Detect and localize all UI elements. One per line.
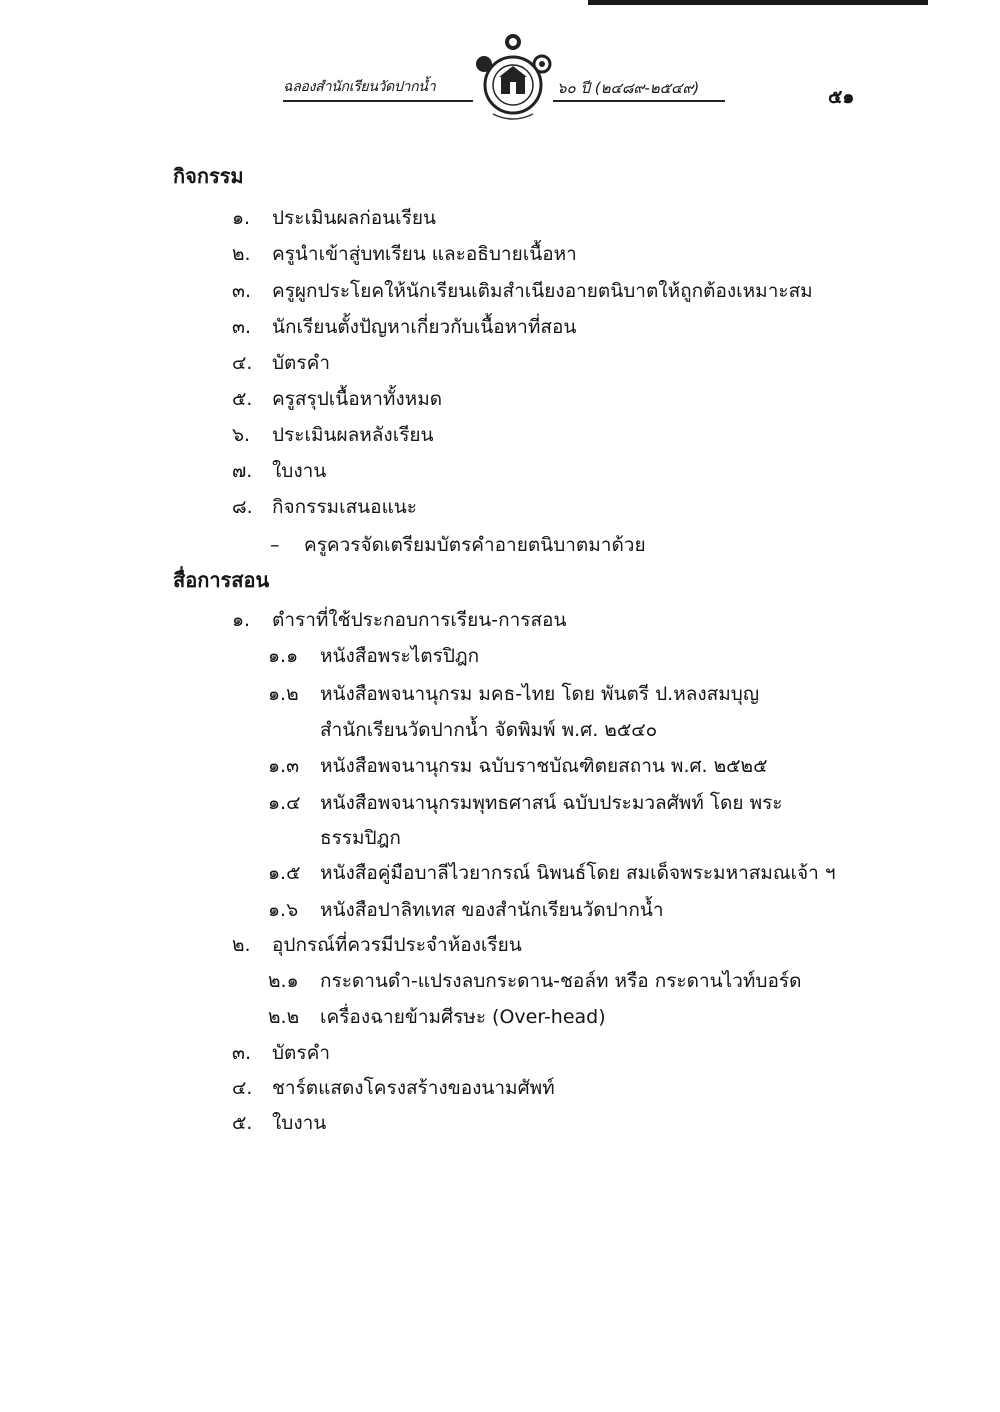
activity-suggestion: – ครูควรจัดเตรียมบัตรคำอายตนิบาตมาด้วย <box>270 534 646 556</box>
equipment-item: ๒.๒ เครื่องฉายข้ามศีรษะ (Over-head) <box>268 1006 606 1028</box>
media-heading: สื่อการสอน <box>173 568 270 592</box>
book-item: ๑.๔ หนังสือพจนานุกรมพุทธศาสน์ ฉบับประมวลศัพท์ โดย พระ <box>268 792 783 814</box>
activity-item: ๔. บัตรคำ <box>232 352 330 374</box>
book-item-continuation: ธรรมปิฎก <box>320 827 401 849</box>
media-item-equipment: ๒. อุปกรณ์ที่ควรมีประจำห้องเรียน <box>232 934 522 956</box>
activity-item: ๑. ประเมินผลก่อนเรียน <box>232 207 436 229</box>
activities-heading: กิจกรรม <box>173 164 244 188</box>
header-right-title: ๖๐ ปี (๒๔๘๙-๒๕๔๙) <box>557 79 700 97</box>
top-edge-rule <box>588 0 928 5</box>
header-left-underline <box>283 100 473 102</box>
activity-item: ๗. ใบงาน <box>232 460 327 482</box>
book-item: ๑.๓ หนังสือพจนานุกรม ฉบับราชบัณฑิตยสถาน พ.ศ. ๒๕๒๕ <box>268 755 768 777</box>
header-left-title: ฉลองสำนักเรียนวัดปากน้ำ <box>283 79 436 95</box>
temple-emblem-icon <box>468 30 558 125</box>
book-item-continuation: สำนักเรียนวัดปากน้ำ จัดพิมพ์ พ.ศ. ๒๕๔๐ <box>320 719 658 741</box>
activity-item: ๕. ครูสรุปเนื้อหาทั้งหมด <box>232 388 443 410</box>
header-right-underline <box>553 100 725 102</box>
media-item: ๔. ชาร์ตแสดงโครงสร้างของนามศัพท์ <box>232 1077 555 1099</box>
media-item-textbooks: ๑. ตำราที่ใช้ประกอบการเรียน-การสอน <box>232 609 567 631</box>
activity-item: ๓. นักเรียนตั้งปัญหาเกี่ยวกับเนื้อหาที่สอน <box>232 316 577 338</box>
media-item: ๓. บัตรคำ <box>232 1042 330 1064</box>
activity-item: ๒. ครูนำเข้าสู่บทเรียน และอธิบายเนื้อหา <box>232 243 577 265</box>
page-number: ๕๑ <box>828 86 855 108</box>
book-item: ๑.๕ หนังสือคู่มือบาลีไวยากรณ์ นิพนธ์โดย สมเด็จพระมหาสมณเจ้า ฯ <box>268 862 836 884</box>
activity-item: ๓. ครูผูกประโยคให้นักเรียนเติมสำเนียงอายตนิบาตให้ถูกต้องเหมาะสม <box>232 280 813 302</box>
book-item: ๑.๖ หนังสือปาลิทเทส ของสำนักเรียนวัดปากน้ำ <box>268 899 664 921</box>
media-item: ๕. ใบงาน <box>232 1112 327 1134</box>
book-item: ๑.๒ หนังสือพจนานุกรม มคธ-ไทย โดย พันตรี ป.หลงสมบุญ <box>268 683 760 705</box>
activity-item: ๖. ประเมินผลหลังเรียน <box>232 424 434 446</box>
book-item: ๑.๑ หนังสือพระไตรปิฎก <box>268 645 480 667</box>
activity-item: ๘. กิจกรรมเสนอแนะ <box>232 496 418 518</box>
equipment-item: ๒.๑ กระดานดำ-แปรงลบกระดาน-ชอล์ท หรือ กระดานไวท์บอร์ด <box>268 970 802 992</box>
